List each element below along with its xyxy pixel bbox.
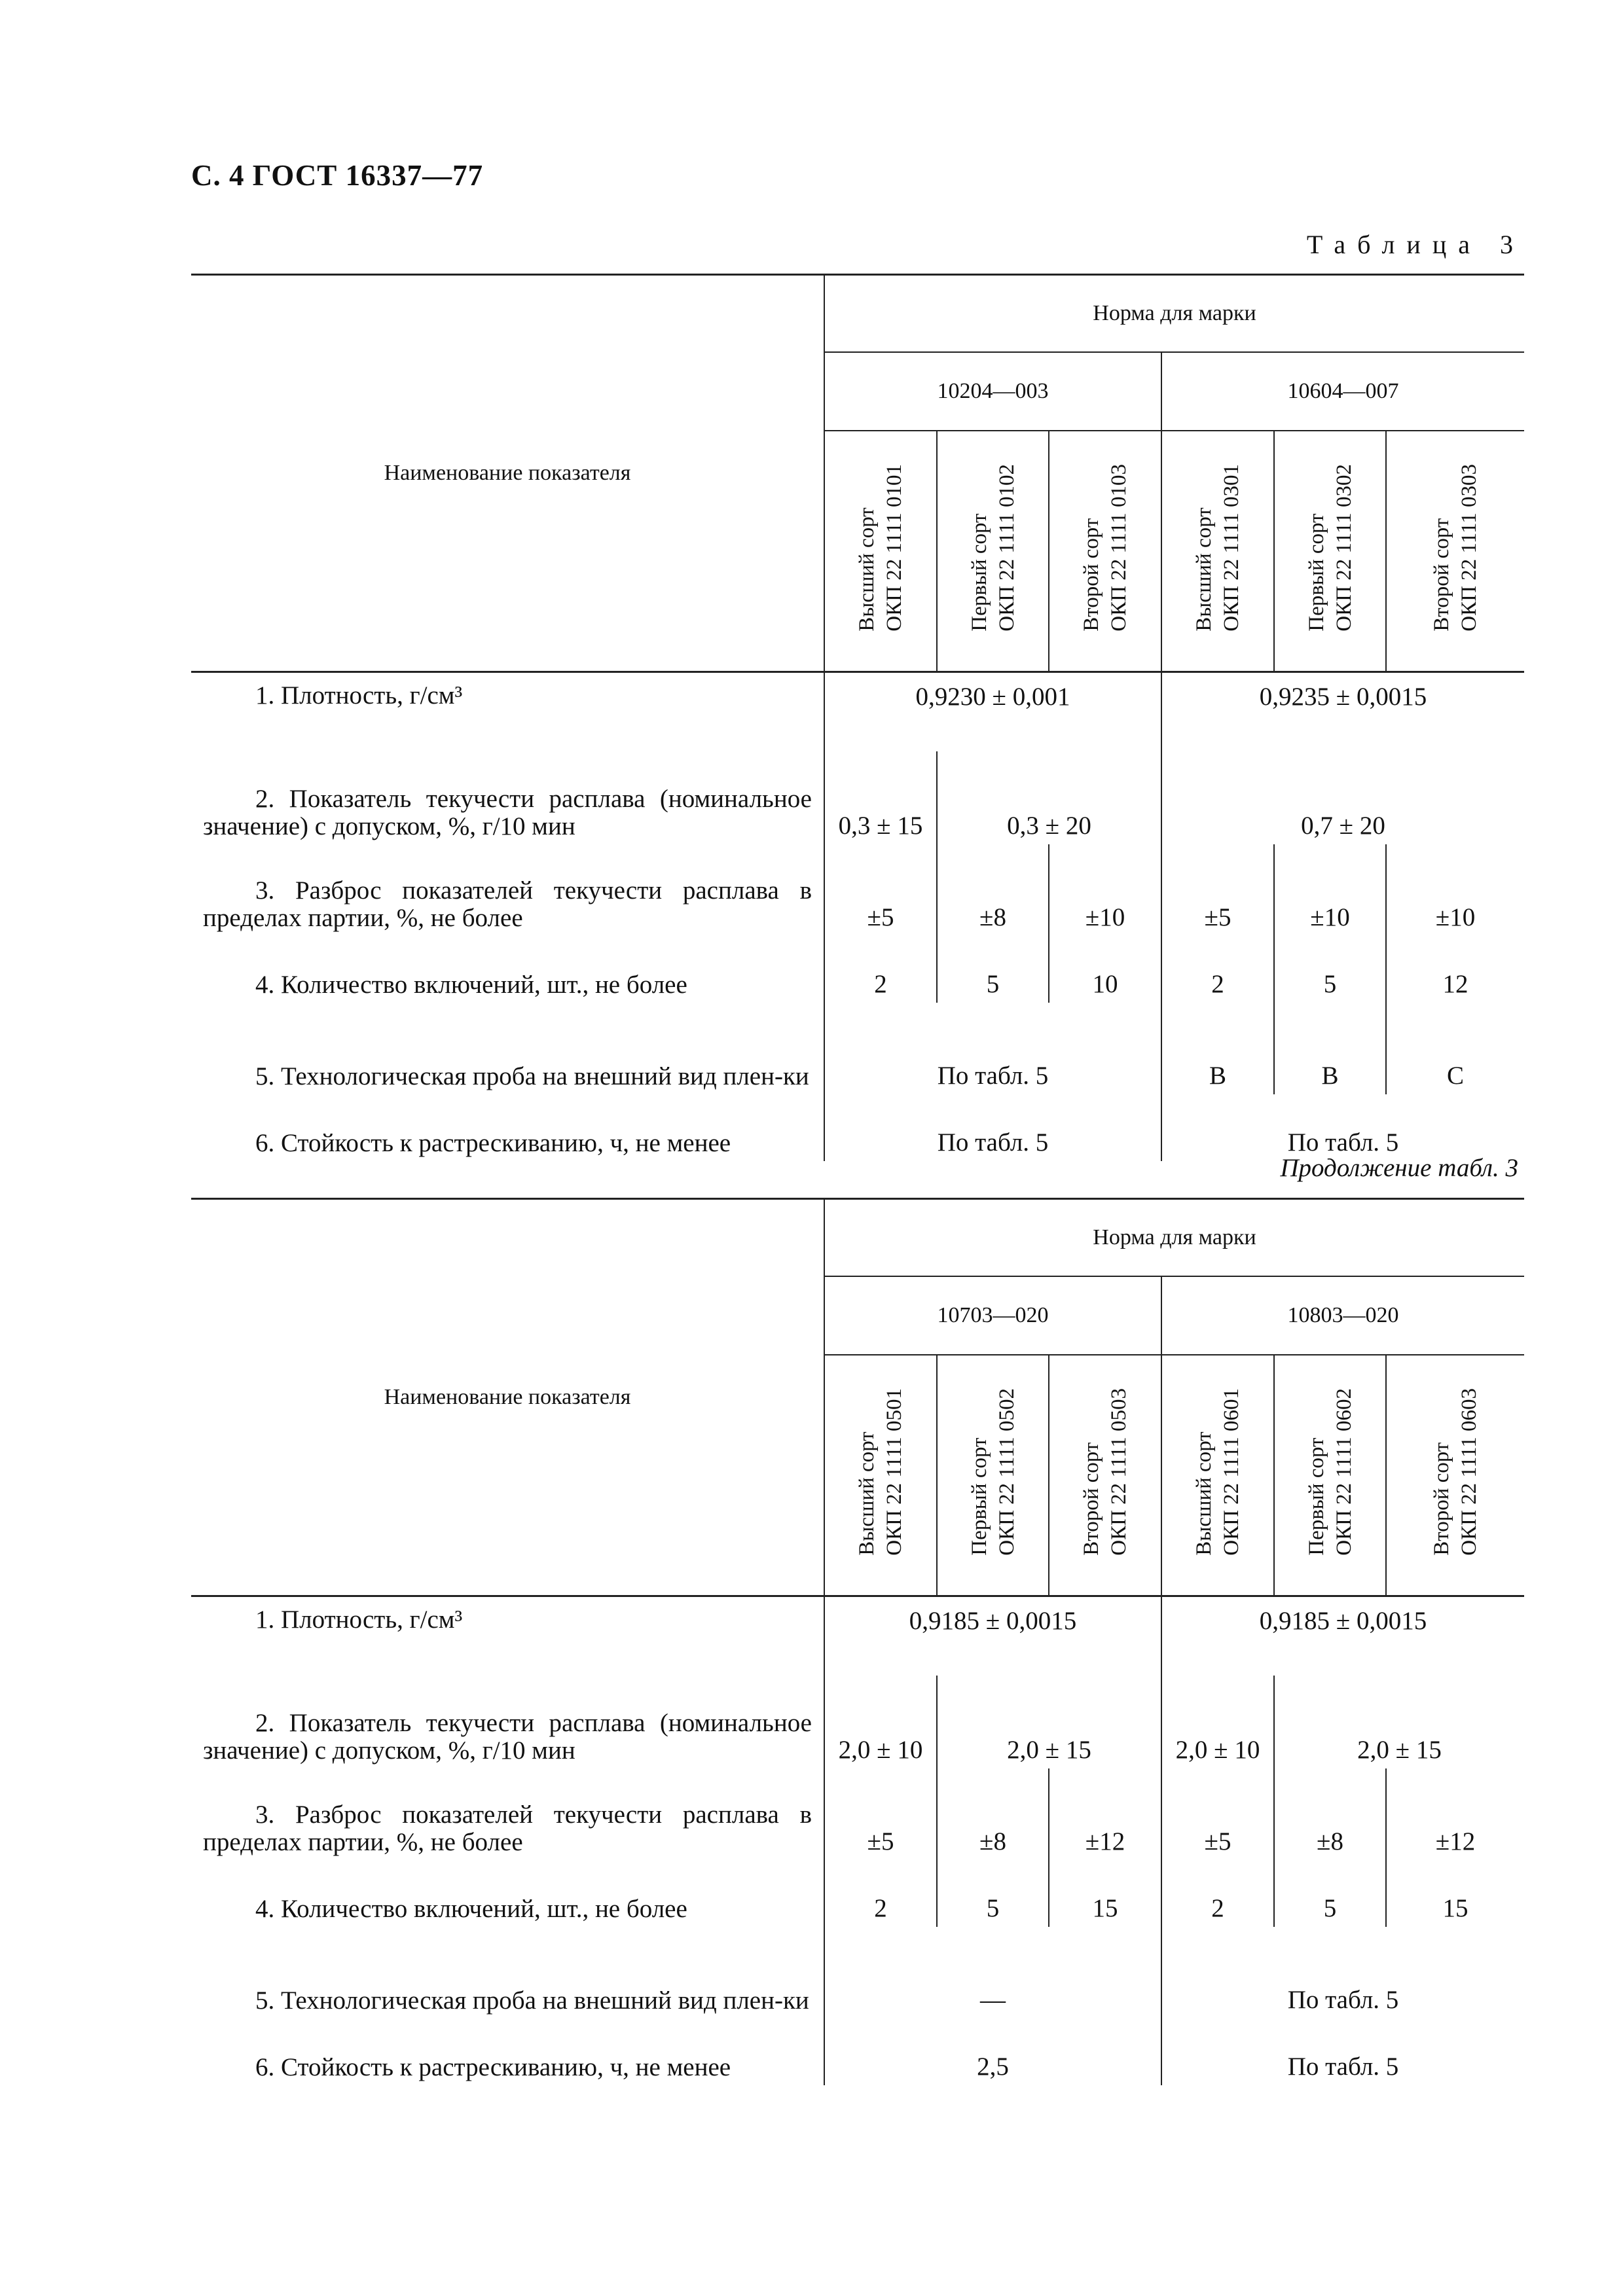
name-header: Наименование показателя [191, 275, 824, 672]
grade-header [1386, 431, 1524, 672]
table-cell: 2,0 ± 10 [1161, 1676, 1274, 1768]
mark-header: 10803—020 [1161, 1276, 1524, 1355]
grade-label: Второй сорт ОКП 22 1111 0103 [1080, 464, 1131, 632]
mark-header: 10204—003 [824, 352, 1161, 431]
grade-header [1161, 431, 1274, 672]
table-cell: 5 [937, 1860, 1049, 1927]
page-header: С. 4 ГОСТ 16337—77 [191, 159, 484, 192]
table-caption: Таблица 3 [1306, 230, 1525, 259]
mark-header: 10703—020 [824, 1276, 1161, 1355]
table-cell: 0,9185 ± 0,0015 [1161, 1596, 1524, 1676]
row-label: 6. Стойкость к растрескиванию, ч, не менее [191, 1094, 824, 1161]
grade-header [1049, 431, 1161, 672]
norma-header: Норма для марки [824, 275, 1524, 353]
table-cell: В [1274, 1003, 1386, 1094]
grade-header [824, 1355, 937, 1596]
table-cell: 0,3 ± 15 [838, 812, 923, 840]
grade-label: Второй сорт ОКП 22 1111 0603 [1430, 1388, 1481, 1556]
table-cell: 5 [937, 936, 1049, 1003]
name-header: Наименование показателя [191, 1199, 824, 1596]
table-cell: ±12 [1386, 1768, 1524, 1860]
table-cell: 15 [1049, 1860, 1161, 1927]
row-label: 3. Разброс показателей текучести расплава в пределах партии, %, не более [191, 844, 824, 936]
table-cell: По табл. 5 [1161, 1927, 1524, 2018]
table-cell: 0,9235 ± 0,0015 [1161, 672, 1524, 752]
table-cell: 2,0 ± 15 [1274, 1676, 1524, 1768]
table-cell: 0,3 ± 20 [937, 751, 1161, 844]
table-cell: ±5 [867, 1827, 894, 1856]
table-cell: ±10 [1049, 844, 1161, 936]
mark-header: 10604—007 [1161, 352, 1524, 431]
grade-label: Высший сорт ОКП 22 1111 0601 [1192, 1388, 1243, 1556]
grade-header [1161, 1355, 1274, 1596]
table-cell: — [980, 1986, 1006, 2014]
grade-label: Первый сорт ОКП 22 1111 0602 [1304, 1388, 1356, 1556]
table-cell: 2 [874, 970, 887, 998]
table-cell: 2,0 ± 10 [838, 1736, 923, 1764]
row-label: 5. Технологическая проба на внешний вид плен-ки [191, 1927, 824, 2018]
table-cell: ±8 [1274, 1768, 1386, 1860]
table-cell: 5 [1274, 936, 1386, 1003]
continuation-caption: Продолжение табл. 3 [1280, 1154, 1518, 1182]
grade-label: Высший сорт ОКП 22 1111 0301 [1192, 464, 1243, 632]
grade-label: Второй сорт ОКП 22 1111 0503 [1080, 1388, 1131, 1556]
table-cell: ±5 [867, 903, 894, 931]
table-cell: ±5 [1161, 844, 1274, 936]
table-cell: 2 [1161, 936, 1274, 1003]
table-cell: По табл. 5 [1161, 2018, 1524, 2085]
grade-header [937, 1355, 1049, 1596]
grade-label: Первый сорт ОКП 22 1111 0302 [1304, 464, 1356, 632]
row-label: 3. Разброс показателей текучести расплава в пределах партии, %, не более [191, 1768, 824, 1860]
table-cell: 0,9230 ± 0,001 [915, 683, 1070, 711]
table-cell: По табл. 5 [937, 1062, 1049, 1090]
row-label: 4. Количество включений, шт., не более [191, 1860, 824, 1927]
table-cell: 0,9185 ± 0,0015 [909, 1607, 1077, 1635]
grade-label: Первый сорт ОКП 22 1111 0502 [967, 1388, 1019, 1556]
row-label: 2. Показатель текучести расплава (номинальное значение) с допуском, %, г/10 мин [191, 751, 824, 844]
norma-header: Норма для марки [824, 1199, 1524, 1277]
table-cell: 2 [1161, 1860, 1274, 1927]
table-cell: ±10 [1386, 844, 1524, 936]
grade-header [1386, 1355, 1524, 1596]
row-label: 6. Стойкость к растрескиванию, ч, не менее [191, 2018, 824, 2085]
table-3 [191, 274, 1524, 1161]
row-label: 2. Показатель текучести расплава (номинальное значение) с допуском, %, г/10 мин [191, 1676, 824, 1768]
grade-header [1274, 431, 1386, 672]
grade-header [824, 431, 937, 672]
table-cell: В [1161, 1003, 1274, 1094]
grade-header [937, 431, 1049, 672]
table-cell: 2 [874, 1894, 887, 1922]
grade-header [1049, 1355, 1161, 1596]
grade-label: Первый сорт ОКП 22 1111 0102 [967, 464, 1019, 632]
row-label: 1. Плотность, г/см³ [191, 672, 824, 752]
row-label: 4. Количество включений, шт., не более [191, 936, 824, 1003]
table-cell: По табл. 5 [1161, 1094, 1524, 1161]
grade-label: Высший сорт ОКП 22 1111 0101 [855, 464, 906, 632]
grade-label: Высший сорт ОКП 22 1111 0501 [855, 1388, 906, 1556]
table-cell: ±8 [937, 1768, 1049, 1860]
row-label: 1. Плотность, г/см³ [191, 1596, 824, 1676]
row-label: 5. Технологическая проба на внешний вид плен-ки [191, 1003, 824, 1094]
table-cell: По табл. 5 [937, 1128, 1049, 1157]
table-cell: ±5 [1161, 1768, 1274, 1860]
grade-header [1274, 1355, 1386, 1596]
table-cell: С [1386, 1003, 1524, 1094]
table-cell: 12 [1386, 936, 1524, 1003]
table-3-continuation [191, 1198, 1524, 2085]
table-cell: ±12 [1049, 1768, 1161, 1860]
table-cell: 2,0 ± 15 [937, 1676, 1161, 1768]
table-cell: 2,5 [977, 2053, 1009, 2081]
table-cell: 5 [1274, 1860, 1386, 1927]
table-cell: 10 [1049, 936, 1161, 1003]
grade-label: Второй сорт ОКП 22 1111 0303 [1430, 464, 1481, 632]
table-cell: 15 [1386, 1860, 1524, 1927]
table-cell: 0,7 ± 20 [1161, 751, 1524, 844]
table-cell: ±8 [937, 844, 1049, 936]
table-cell: ±10 [1274, 844, 1386, 936]
